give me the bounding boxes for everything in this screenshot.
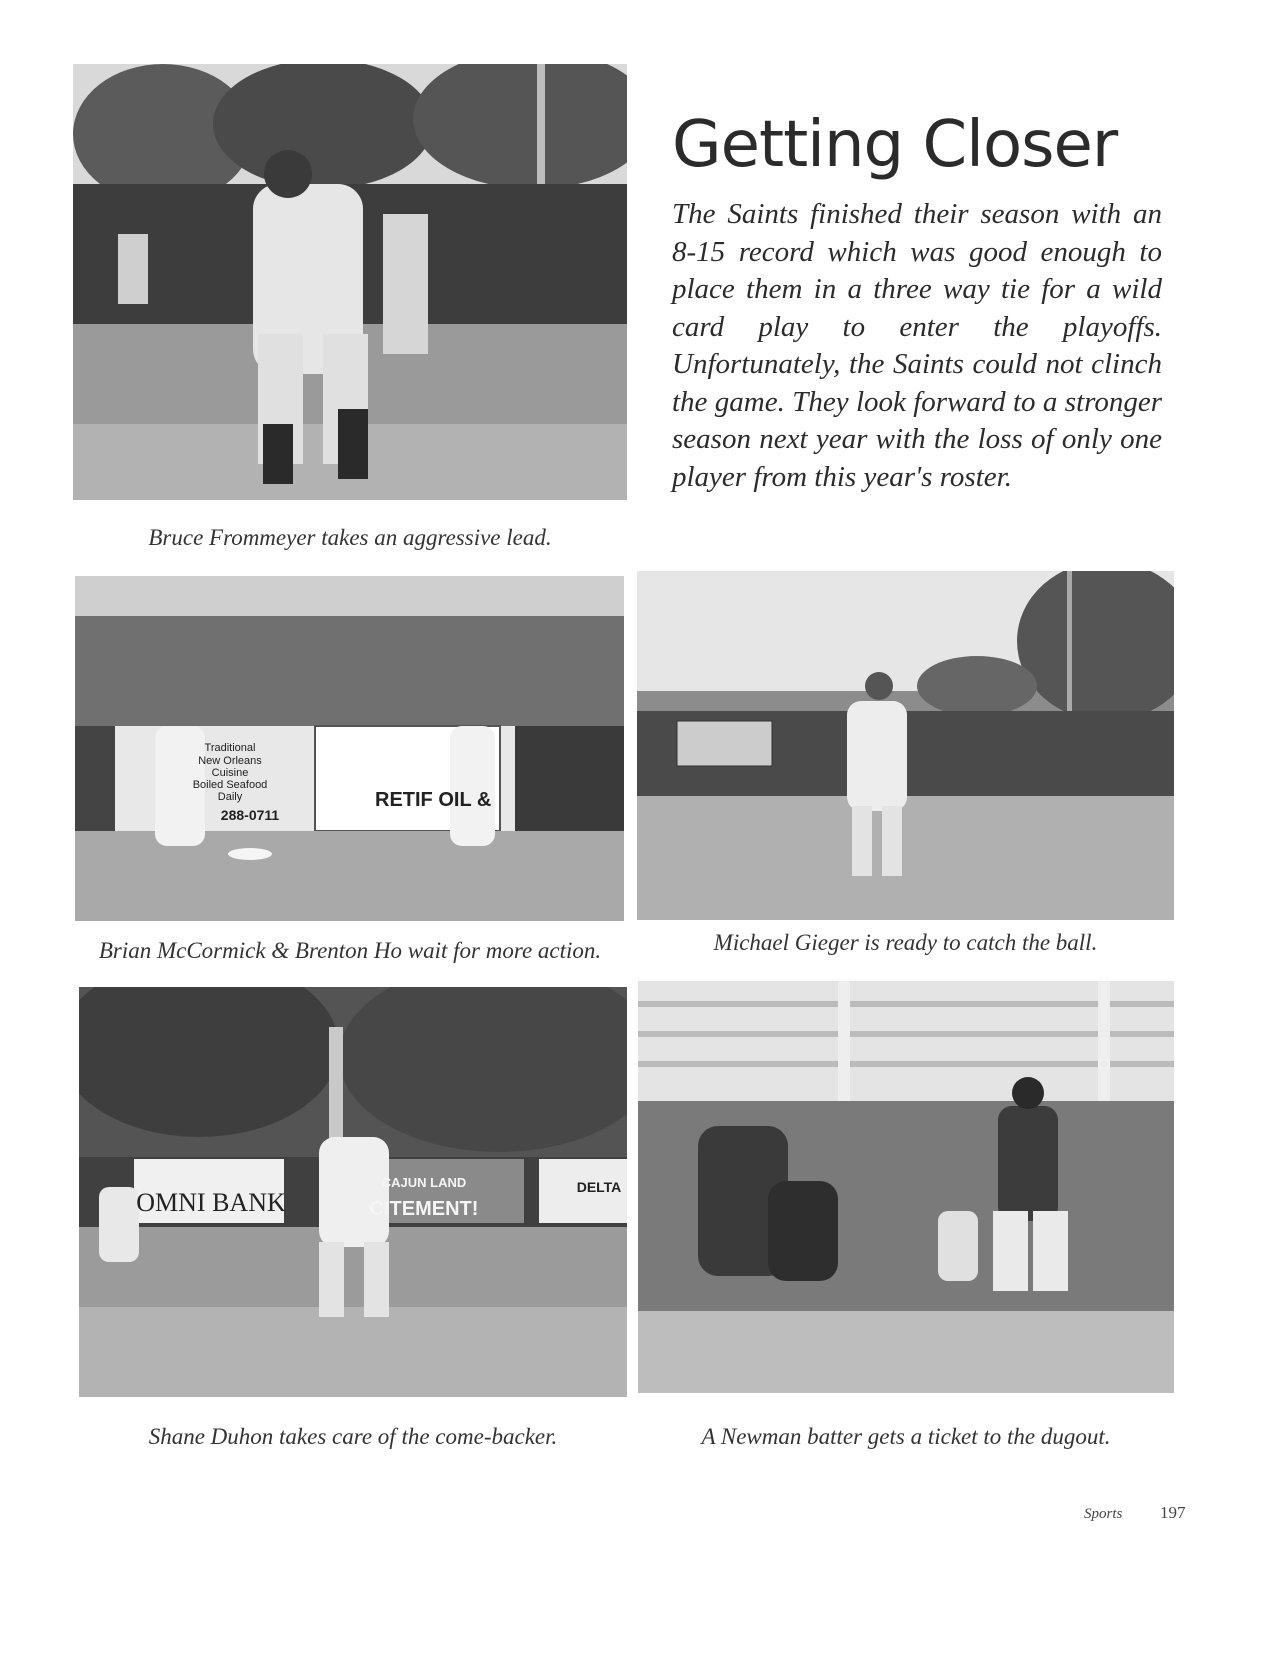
- sign-line-2: New Orleans: [198, 755, 262, 767]
- photo-baserunner: [73, 64, 627, 500]
- sign-line-3: Cuisine: [211, 767, 249, 779]
- photo-infielders: [75, 576, 624, 921]
- photo-fielder-catch: [637, 571, 1174, 920]
- sign-line-4: Boiled Seafood: [192, 779, 268, 791]
- photo-batter: [638, 981, 1174, 1393]
- sign-line-5: Daily: [217, 791, 243, 803]
- photo-pitcher-fielding: [79, 987, 627, 1397]
- photo-caption: Bruce Frommeyer takes an aggressive lead.: [148, 525, 552, 550]
- photo-caption: Shane Duhon takes care of the come-backer.: [148, 1424, 558, 1449]
- footer-section-label: Sports: [1084, 1506, 1123, 1522]
- article-body: The Saints finished their season with an 8-15 record which was good enough to place them in a three way tie for a wild card play to enter the playoffs. Unfortunately, the Saints could not clinch the game. They look forward to a stronger season next year with the loss of only one player from this year's roster.: [672, 198, 1162, 493]
- sign-delta: DELTA: [576, 1179, 622, 1195]
- sign-cajun: CAJUN LAND: [381, 1175, 467, 1190]
- photo-caption: Michael Gieger is ready to catch the ball.: [713, 930, 1098, 955]
- sign-line-1: Traditional: [204, 742, 256, 754]
- sign-phone: 288-0711: [220, 807, 280, 823]
- page-title: Getting Closer: [672, 108, 1118, 182]
- sign-retif: RETIF OIL &: [375, 789, 492, 811]
- photo-caption: A Newman batter gets a ticket to the dugout.: [701, 1424, 1111, 1449]
- photo-caption: Brian McCormick & Brenton Ho wait for more action.: [98, 938, 602, 963]
- page-number: 197: [1160, 1503, 1186, 1522]
- sign-omni: OMNI BANK: [136, 1188, 286, 1217]
- sign-excitement: CITEMENT!: [369, 1198, 479, 1220]
